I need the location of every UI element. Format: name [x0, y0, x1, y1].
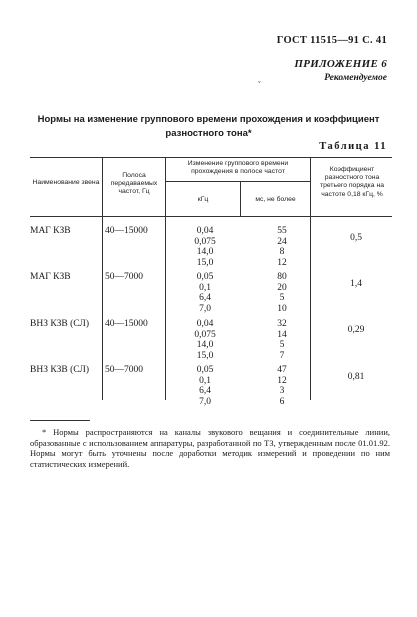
row-1-band: 40—15000 [105, 226, 148, 236]
header-change: Изменение группового времени прохождения в полосе частот [187, 160, 289, 176]
row-3-ms-1: 32 [277, 319, 287, 329]
row-3-name: ВНЗ КЗВ (СЛ) [30, 319, 90, 329]
row-3-ms-3: 5 [279, 340, 285, 350]
recommended-label: Рекомендуемое [324, 73, 387, 83]
table-col-divider-1 [102, 157, 103, 400]
row-2-ms-2: 20 [277, 282, 287, 293]
row-2-coef: 1,4 [350, 279, 362, 289]
table-top-rule [30, 157, 392, 158]
row-1-ms-1: 55 [277, 226, 287, 236]
table-col-divider-3 [240, 181, 241, 216]
row-4-name: ВНЗ КЗВ (СЛ) [30, 365, 90, 375]
row-4-khz-1: 0,05 [196, 365, 214, 375]
row-2-ms-3: 5 [279, 293, 285, 303]
row-2-khz-3: 6,4 [199, 293, 211, 303]
header-band: Полоса передаваемых частот, Гц [110, 172, 158, 196]
row-4-ms-4: 6 [279, 396, 285, 407]
row-4-khz-4: 7,0 [199, 396, 211, 407]
scan-mark: ˇ [258, 80, 261, 89]
row-3-ms-2: 14 [277, 329, 287, 340]
row-4-khz-3: 6,4 [199, 386, 211, 396]
row-3-khz-3: 14,0 [196, 340, 214, 350]
row-1-name: МАГ КЗВ [30, 226, 71, 236]
table-col-divider-4 [310, 157, 311, 400]
header-ms: мс, не более [255, 196, 296, 203]
row-1-khz-1: 0,04 [196, 226, 214, 236]
row-1-coef: 0,5 [350, 233, 362, 243]
row-1-ms-4: 12 [277, 257, 287, 268]
row-1-khz-4: 15,0 [196, 257, 214, 268]
row-1-khz-2: 0,075 [194, 236, 216, 247]
row-4-ms-3: 3 [279, 386, 285, 396]
row-3-band: 40—15000 [105, 319, 148, 329]
table-col-divider-2 [165, 157, 166, 400]
footnote-rule [30, 420, 90, 421]
row-2-khz [185, 272, 225, 314]
row-2-band: 50—7000 [105, 272, 143, 282]
table-title [30, 113, 387, 141]
header-coef: Коэффициент разностного тона третьего порядка на частоте 0,18 кГц, % [319, 166, 385, 198]
row-1-khz [185, 226, 225, 268]
row-3-ms [262, 319, 302, 361]
title-line-1: Нормы на изменение группового времени прохождения и коэффициент [37, 114, 380, 125]
row-2-ms [262, 272, 302, 314]
row-4-khz-2: 0,1 [199, 375, 211, 386]
row-4-khz [185, 365, 225, 407]
row-3-coef: 0,29 [347, 325, 365, 335]
row-1-ms-3: 8 [279, 247, 285, 257]
row-3-khz-4: 15,0 [196, 350, 214, 361]
header-khz: кГц [197, 196, 209, 203]
row-3-khz-2: 0,075 [194, 329, 216, 340]
title-line-2: разностного тона* [165, 128, 252, 139]
row-3-ms-4: 7 [279, 350, 285, 361]
table-subheader-rule [165, 181, 310, 182]
row-4-ms-1: 47 [277, 365, 287, 375]
row-2-name: МАГ КЗВ [30, 272, 71, 282]
footnote-text: * Нормы распространяются на каналы звукового вещания и соединительные линии, образованные с использованием аппаратуры, разработанной по ТЗ, утвержденным после 01.01.92. Нормы могут быть уточнены после доработки методик измерений и проведении по ним статистических измерений. [30, 427, 390, 469]
appendix-label: ПРИЛОЖЕНИЕ 6 [294, 58, 387, 70]
row-3-khz-1: 0,04 [196, 319, 214, 329]
table-header-bottom-rule [30, 216, 392, 217]
row-1-khz-3: 14,0 [196, 247, 214, 257]
header-name: Наименование звена [32, 179, 100, 186]
row-2-khz-4: 7,0 [199, 303, 211, 314]
row-1-ms [262, 226, 302, 268]
row-1-ms-2: 24 [277, 236, 287, 247]
row-2-ms-1: 80 [277, 272, 287, 282]
row-2-ms-4: 10 [277, 303, 287, 314]
row-3-khz [185, 319, 225, 361]
row-4-band: 50—7000 [105, 365, 143, 375]
row-4-coef: 0,81 [347, 372, 365, 382]
gost-header: ГОСТ 11515—91 С. 41 [276, 35, 387, 46]
row-2-khz-2: 0,1 [199, 282, 211, 293]
row-2-khz-1: 0,05 [196, 272, 214, 282]
row-4-ms [262, 365, 302, 407]
table-number: Таблица 11 [319, 141, 387, 152]
row-4-ms-2: 12 [277, 375, 287, 386]
